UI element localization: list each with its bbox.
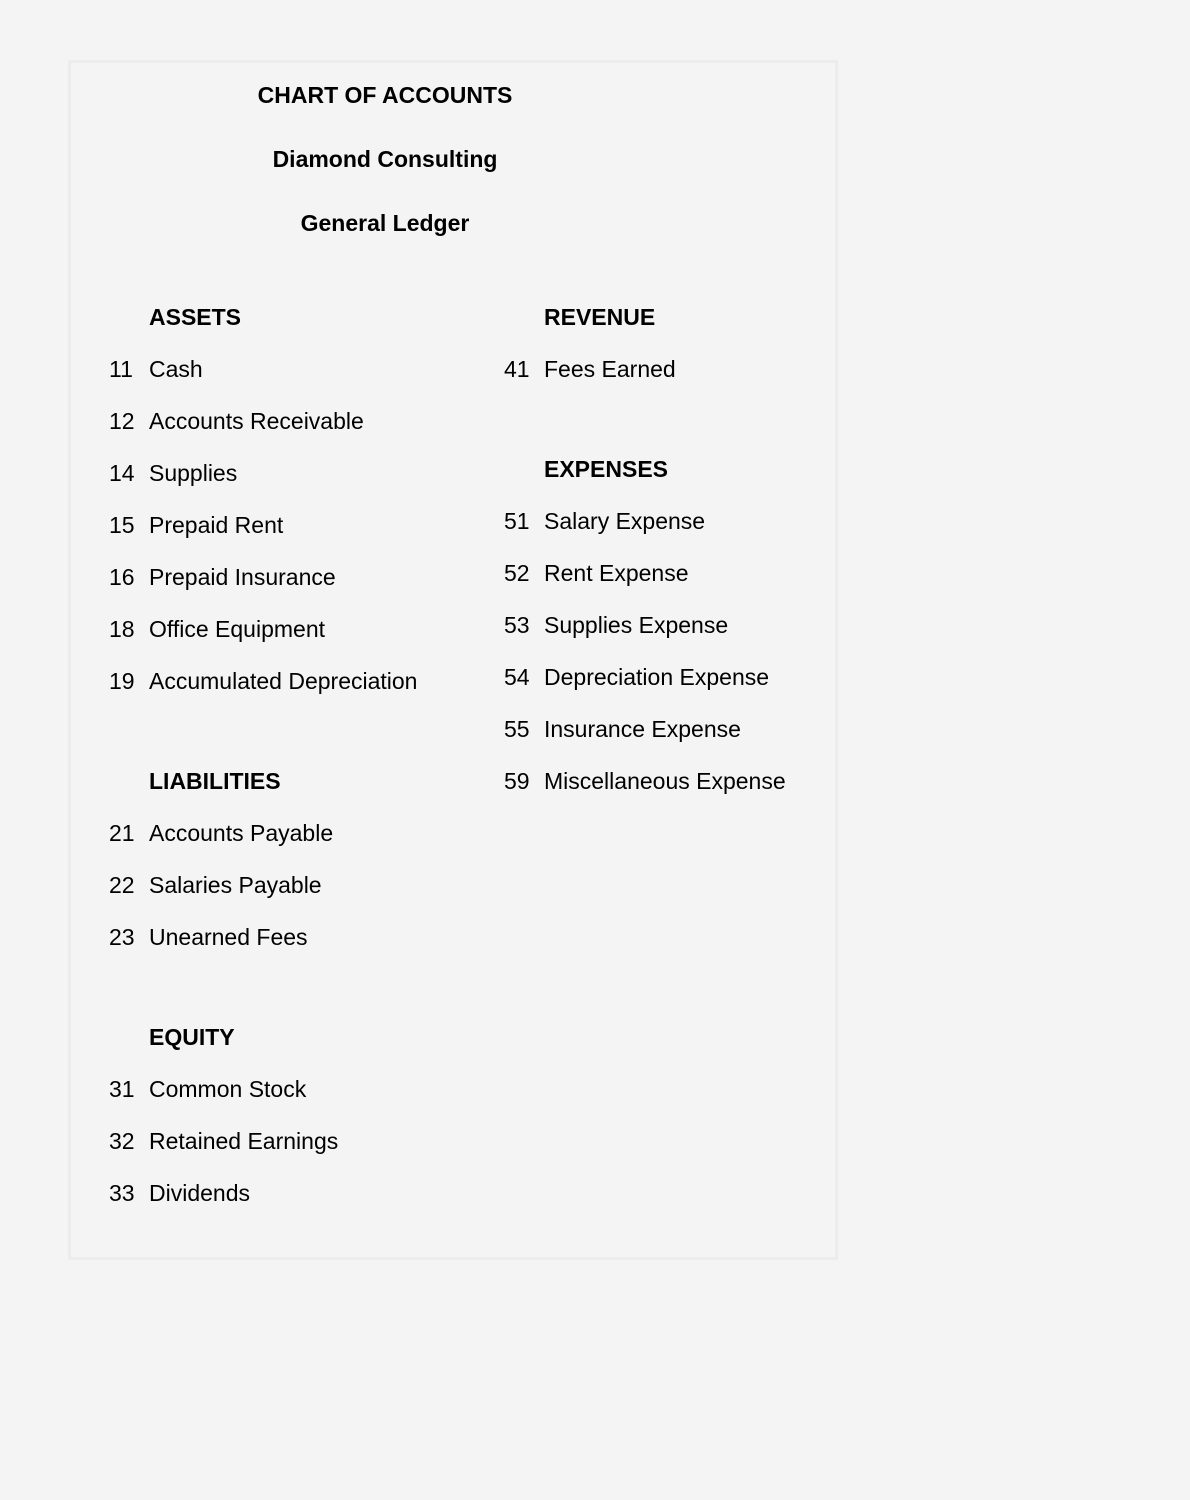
- account-name: Accumulated Depreciation: [149, 668, 418, 694]
- account-name: Prepaid Insurance: [149, 564, 336, 590]
- account-name: Depreciation Expense: [544, 664, 770, 690]
- account-number: 14: [109, 460, 135, 486]
- account-number: 15: [109, 512, 135, 538]
- account-number: 31: [109, 1076, 135, 1102]
- account-number: 59: [504, 768, 530, 794]
- account-name: Common Stock: [149, 1076, 307, 1102]
- account-number: 32: [109, 1128, 135, 1154]
- account-number: 16: [109, 564, 135, 590]
- account-name: Insurance Expense: [544, 716, 741, 742]
- account-number: 52: [504, 560, 530, 586]
- account-name: Retained Earnings: [149, 1128, 339, 1154]
- account-name: Unearned Fees: [149, 924, 308, 950]
- account-number: 54: [504, 664, 530, 690]
- company-name: Diamond Consulting: [272, 146, 498, 172]
- account-number: 55: [504, 716, 530, 742]
- page-title: CHART OF ACCOUNTS: [257, 82, 513, 108]
- section-title-revenue: REVENUE: [544, 304, 656, 330]
- account-number: 18: [109, 616, 135, 642]
- account-number: 19: [109, 668, 135, 694]
- account-number: 22: [109, 872, 135, 898]
- account-number: 53: [504, 612, 530, 638]
- account-name: Office Equipment: [149, 616, 326, 642]
- account-number: 12: [109, 408, 135, 434]
- account-name: Accounts Payable: [149, 820, 334, 846]
- account-number: 21: [109, 820, 135, 846]
- account-name: Prepaid Rent: [149, 512, 284, 538]
- account-number: 41: [504, 356, 530, 382]
- ledger-name: General Ledger: [300, 210, 470, 236]
- account-name: Supplies Expense: [544, 612, 729, 638]
- account-name: Salary Expense: [544, 508, 706, 534]
- section-title-liabilities: LIABILITIES: [149, 768, 281, 794]
- account-name: Rent Expense: [544, 560, 689, 586]
- account-name: Dividends: [149, 1180, 250, 1206]
- account-number: 11: [109, 356, 133, 382]
- account-number: 23: [109, 924, 135, 950]
- section-title-expenses: EXPENSES: [544, 456, 668, 482]
- account-name: Miscellaneous Expense: [544, 768, 786, 794]
- section-title-equity: EQUITY: [149, 1024, 235, 1050]
- account-name: Supplies: [149, 460, 238, 486]
- account-name: Cash: [149, 356, 203, 382]
- account-name: Fees Earned: [544, 356, 676, 382]
- account-number: 51: [504, 508, 530, 534]
- account-name: Accounts Receivable: [149, 408, 364, 434]
- section-title-assets: ASSETS: [149, 304, 242, 330]
- account-number: 33: [109, 1180, 135, 1206]
- account-name: Salaries Payable: [149, 872, 322, 898]
